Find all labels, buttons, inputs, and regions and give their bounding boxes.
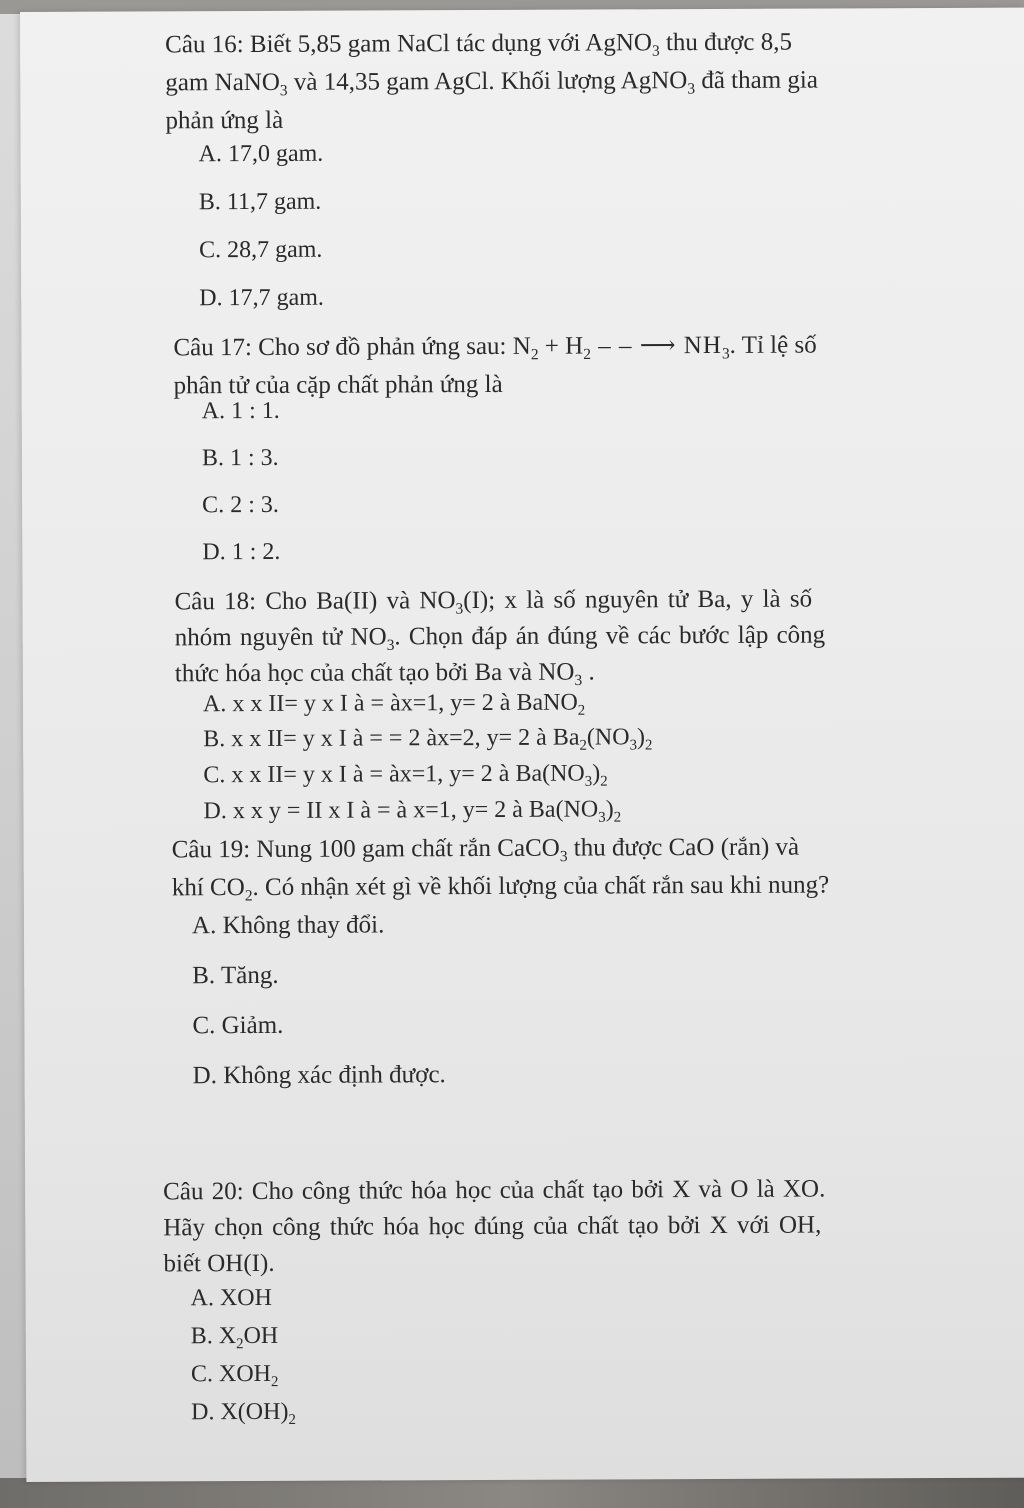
q18-option-a: A. x x II= y x I à = àx=1, y= 2 à BaNO$_2$ [202,689,586,719]
q20-line2: Hãy chọn công thức hóa học đúng của chất tạo bởi X với OH, [163,1211,822,1242]
q16-line3: phản ứng là [165,106,284,135]
q20-option-c: C. $XOH_2$ [190,1360,279,1391]
q18-line3: thức hóa học của chất tạo bởi Ba và $NO_3$ . [174,658,595,690]
worksheet-page [20,8,1024,1482]
q20-line1: Câu 20: Cho công thức hóa học của chất tạo bởi X và O là XO. [163,1175,826,1206]
q19-option-d: D. Không xác định được. [192,1061,446,1090]
q18-option-d: D. x x y = II x I à = à x=1, y= 2 à $Ba(NO_3)_2$ [203,796,622,826]
q16-line1: Câu 16: Biết 5,85 gam NaCl tác dụng với AgNO$_3$ thu được 8,5 [165,28,793,60]
q18-option-b: B. x x II= y x I à = = 2 àx=2, y= 2 à $Ba_2(NO_3)_2$ [203,724,653,754]
q16-option-a: A. 17,0 gam. [198,140,324,168]
q19-line1: Câu 19: Nung 100 gam chất rắn CaCO$_3$ thu được CaO (rắn) và [171,833,800,866]
q16-line2: gam NaNO$_3$ và 14,35 gam AgCl. Khối lượng AgNO$_3$ đã tham gia [165,66,819,100]
q16-option-d: D. 17,7 gam. [199,284,324,312]
q17-option-d: D. 1 : 2. [202,538,281,566]
q20-option-b: B. $X_2OH$ [190,1322,279,1353]
q20-line3: biết OH(I). [163,1249,275,1278]
background-bottom [0,1478,1024,1508]
q17-line2: phân tử của cặp chất phản ứng là [173,370,503,400]
q20-option-d: D. $X(OH)_2$ [191,1398,296,1429]
q17-option-a: A. 1 : 1. [201,397,280,425]
q20-option-a: A. XOH [190,1284,272,1312]
q19-option-b: B. Tăng. [192,961,279,990]
q18-line2: nhóm nguyên tử $NO_3$. Chọn đáp án đúng về các bước lập công [174,621,826,654]
q18-option-c: C. x x II= y x I à = àx=1, y= 2 à $Ba(NO_3)_2$ [203,760,608,790]
q19-option-c: C. Giảm. [192,1011,284,1040]
q19-line2: khí $CO_2$. Có nhận xét gì về khối lượng của chất rắn sau khi nung? [171,871,830,905]
q16-option-b: B. 11,7 gam. [198,188,322,216]
q16-option-c: C. 28,7 gam. [198,236,323,264]
q17-line1: Câu 17: Cho sơ đồ phản ứng sau: $N_2 + H_2$ – – ⟶ $NH_3$. Tỉ lệ số [173,331,817,364]
q17-option-c: C. 2 : 3. [202,491,279,519]
q17-option-b: B. 1 : 3. [201,444,279,472]
q19-option-a: A. Không thay đổi. [191,911,385,940]
q18-line1: Câu 18: Cho Ba(II) và $NO_3(I)$; x là số nguyên tử Ba, y là số [174,585,813,618]
